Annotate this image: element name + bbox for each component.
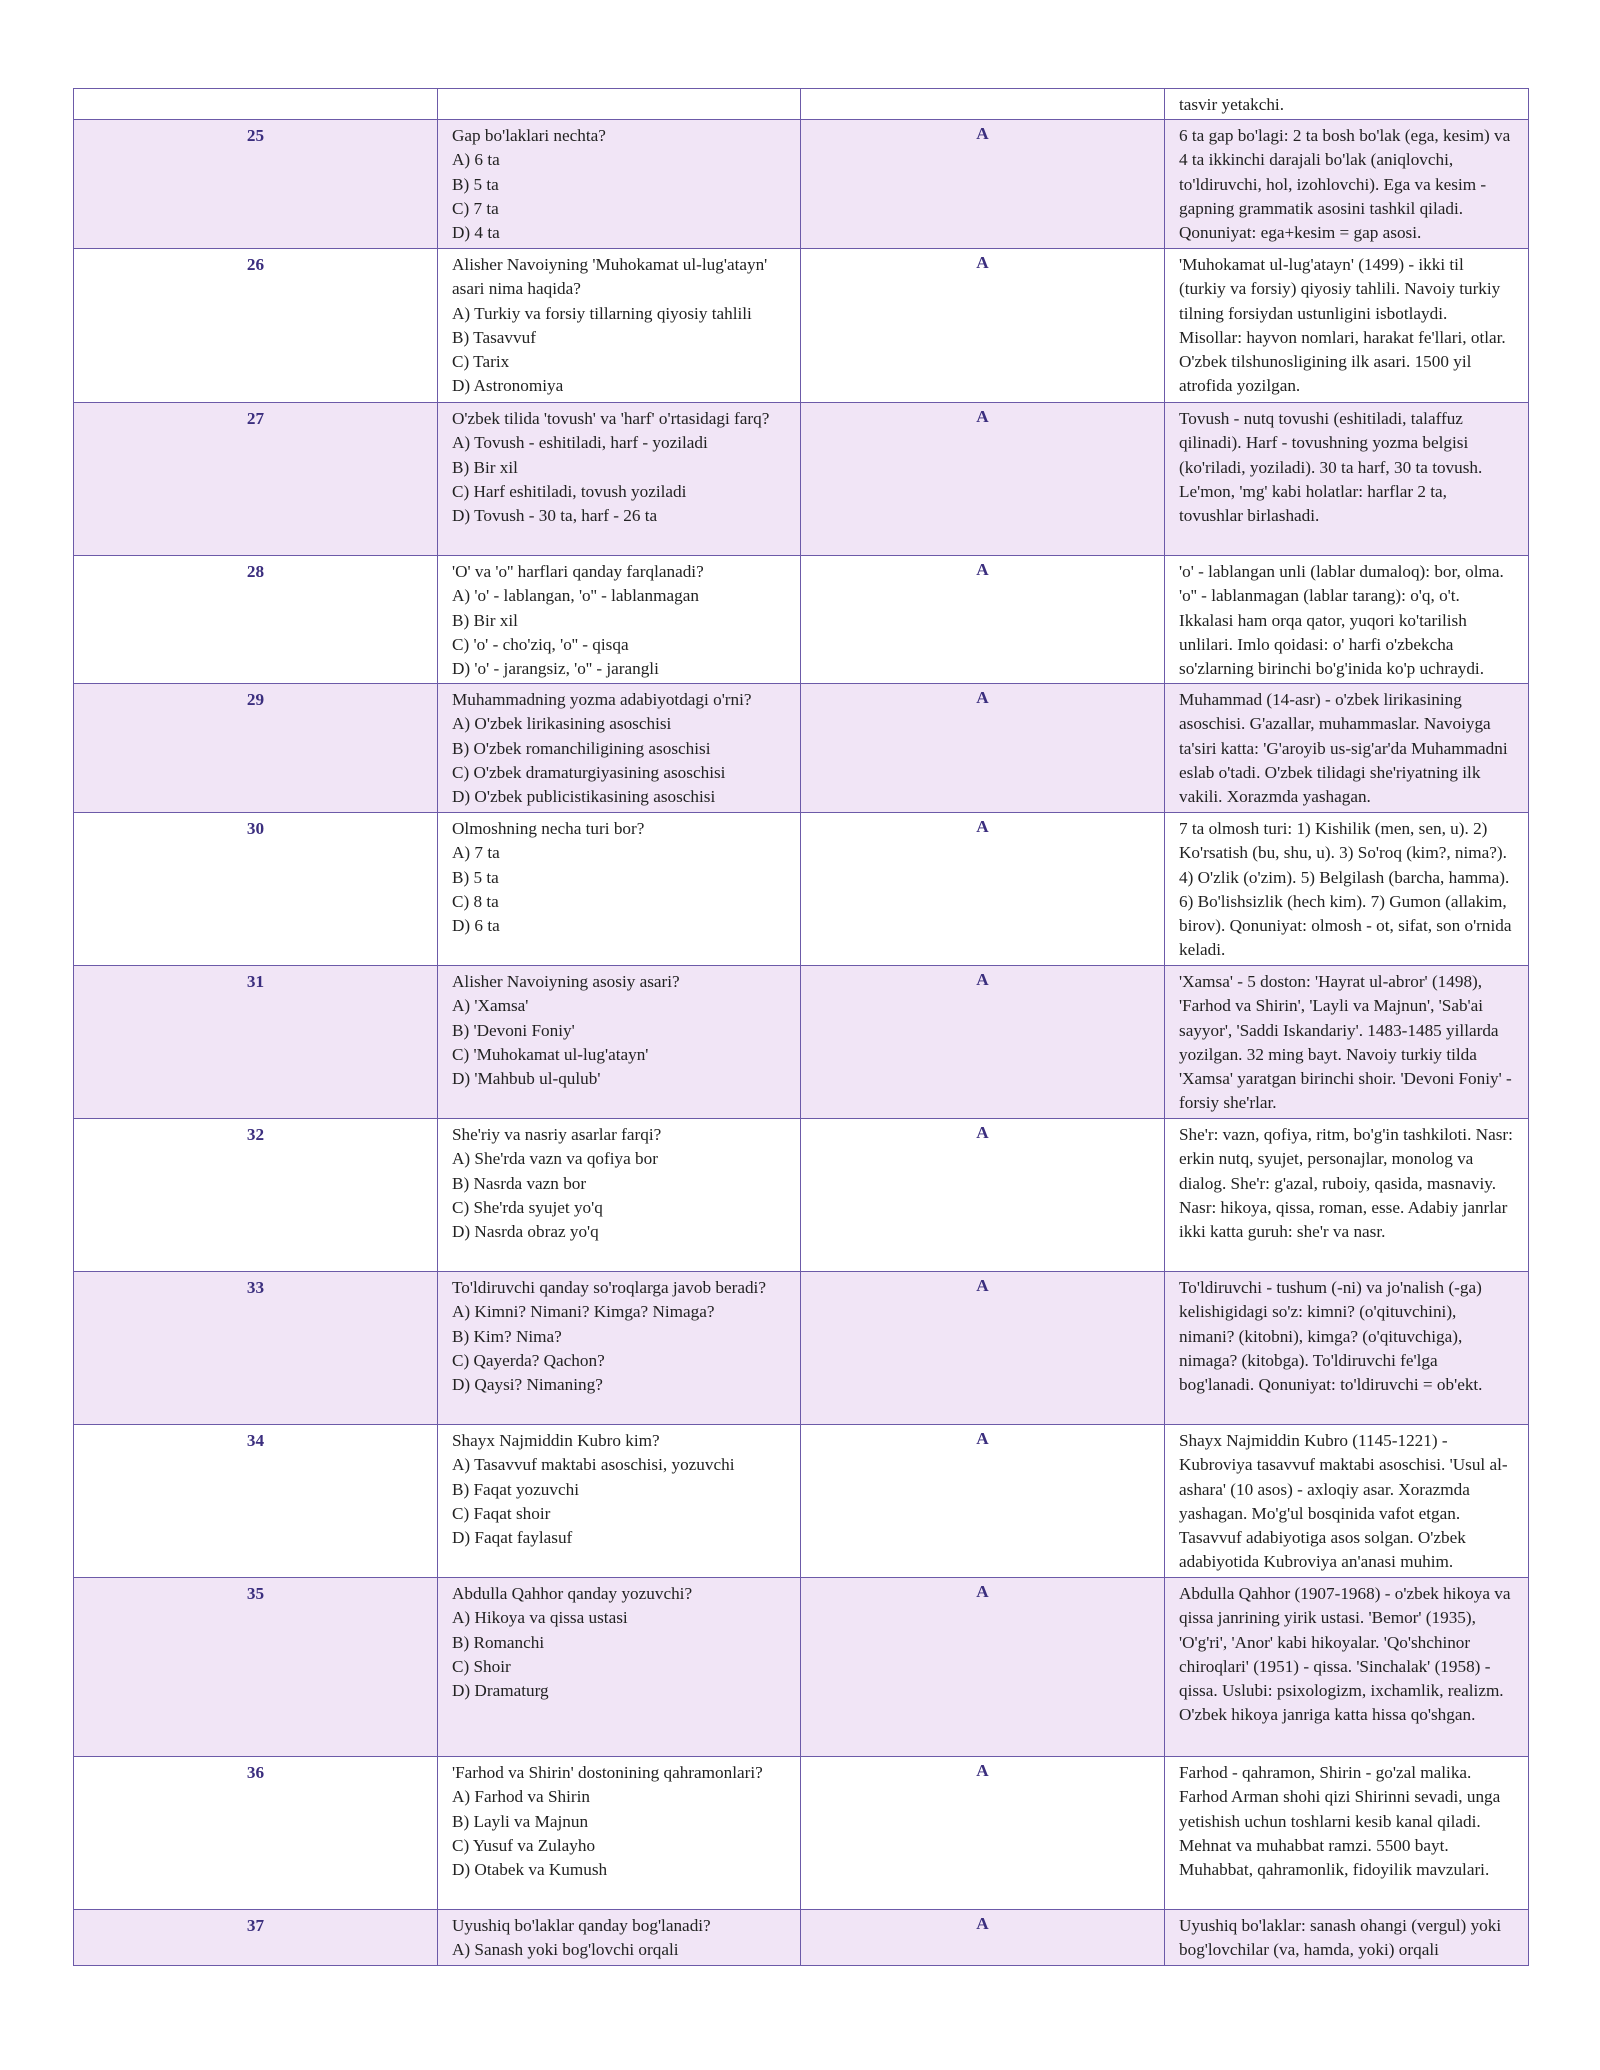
- question-number: 27: [74, 403, 438, 556]
- question-text: To'ldiruvchi qanday so'roqlarga javob beradi? A) Kimni? Nimani? Kimga? Nimaga? B) Kim? Nima? C) Qayerda? Qachon? D) Qaysi? Nimaning?: [438, 1272, 801, 1425]
- answer-letter: A: [801, 403, 1165, 556]
- table-row: [74, 1272, 1529, 1425]
- answer-letter: A: [801, 684, 1165, 813]
- question-text: Alisher Navoiyning asosiy asari? A) 'Xamsa' B) 'Devoni Foniy' C) 'Muhokamat ul-lug'atayn' D) 'Mahbub ul-qulub': [438, 966, 801, 1119]
- answer-explanation: Abdulla Qahhor (1907-1968) - o'zbek hikoya va qissa janrining yirik ustasi. 'Bemor' (1935), 'O'g'ri', 'Anor' kabi hikoyalar. 'Qo'shchinor chiroqlari' (1951) - qissa. 'Sinchalak' (1958) - qissa. Uslubi: psixologizm, ixchamlik, realizm. O'zbek hikoya janriga katta hissa qo'shgan.: [1165, 1578, 1529, 1757]
- question-number: 34: [74, 1425, 438, 1578]
- table-row: [74, 684, 1529, 813]
- question-number: 32: [74, 1119, 438, 1272]
- question-text: [438, 89, 801, 120]
- question-number: 37: [74, 1910, 438, 1965]
- question-text: O'zbek tilida 'tovush' va 'harf' o'rtasidagi farq? A) Tovush - eshitiladi, harf - yoziladi B) Bir xil C) Harf eshitiladi, tovush yoziladi D) Tovush - 30 ta, harf - 26 ta: [438, 403, 801, 556]
- table-row: [74, 249, 1529, 403]
- answer-explanation: 'Muhokamat ul-lug'atayn' (1499) - ikki til (turkiy va forsiy) qiyosiy tahlili. Navoiy turkiy tilning forsiydan ustunligini isbotlaydi. Misollar: hayvon nomlari, harakat fe'llari, otlar. O'zbek tilshunosligining ilk asari. 1500 yil atrofida yozilgan.: [1165, 249, 1529, 403]
- answer-letter: A: [801, 966, 1165, 1119]
- table-row: [74, 966, 1529, 1119]
- answer-letter: [801, 89, 1165, 120]
- answer-letter: A: [801, 1425, 1165, 1578]
- table-row: [74, 1578, 1529, 1757]
- table-row: [74, 1119, 1529, 1272]
- answer-letter: A: [801, 1757, 1165, 1910]
- answer-letter: A: [801, 556, 1165, 684]
- question-number: 25: [74, 120, 438, 249]
- answer-explanation: 7 ta olmosh turi: 1) Kishilik (men, sen, u). 2) Ko'rsatish (bu, shu, u). 3) So'roq (kim?, nima?). 4) O'zlik (o'zim). 5) Belgilash (barcha, hamma). 6) Bo'lishsizlik (hech kim). 7) Gumon (allakim, birov). Qonuniyat: olmosh - ot, sifat, son o'rnida keladi.: [1165, 813, 1529, 966]
- answer-explanation: Muhammad (14-asr) - o'zbek lirikasining asoschisi. G'azallar, muhammaslar. Navoiyga ta'siri katta: 'G'aroyib us-sig'ar'da Muhammadni eslab o'tadi. O'zbek tilidagi she'riyatning ilk vakili. Xorazmda yashagan.: [1165, 684, 1529, 813]
- table-row: [74, 1425, 1529, 1578]
- answer-explanation: 'Xamsa' - 5 doston: 'Hayrat ul-abror' (1498), 'Farhod va Shirin', 'Layli va Majnun', 'Sab'ai sayyor', 'Saddi Iskandariy'. 1483-1485 yillarda yozilgan. 32 ming bayt. Navoiy turkiy tilda 'Xamsa' yaratgan birinchi shoir. 'Devoni Foniy' - forsiy she'rlar.: [1165, 966, 1529, 1119]
- question-number: 35: [74, 1578, 438, 1757]
- answer-explanation: 6 ta gap bo'lagi: 2 ta bosh bo'lak (ega, kesim) va 4 ta ikkinchi darajali bo'lak (aniqlovchi, to'ldiruvchi, hol, izohlovchi). Ega va kesim - gapning grammatik asosini tashkil qiladi. Qonuniyat: ega+kesim = gap asosi.: [1165, 120, 1529, 249]
- question-text: Alisher Navoiyning 'Muhokamat ul-lug'atayn' asari nima haqida? A) Turkiy va forsiy tillarning qiyosiy tahlili B) Tasavvuf C) Tarix D) Astronomiya: [438, 249, 801, 403]
- question-number: 33: [74, 1272, 438, 1425]
- answer-letter: A: [801, 1578, 1165, 1757]
- question-text: Uyushiq bo'laklar qanday bog'lanadi? A) Sanash yoki bog'lovchi orqali: [438, 1910, 801, 1965]
- question-text: Olmoshning necha turi bor? A) 7 ta B) 5 ta C) 8 ta D) 6 ta: [438, 813, 801, 966]
- question-text: Shayx Najmiddin Kubro kim? A) Tasavvuf maktabi asoschisi, yozuvchi B) Faqat yozuvchi C) Faqat shoir D) Faqat faylasuf: [438, 1425, 801, 1578]
- answer-explanation: To'ldiruvchi - tushum (-ni) va jo'nalish (-ga) kelishigidagi so'z: kimni? (o'qituvchini), nimani? (kitobni), kimga? (o'qituvchiga), nimaga? (kitobga). To'ldiruvchi fe'lga bog'lanadi. Qonuniyat: to'ldiruvchi = ob'ekt.: [1165, 1272, 1529, 1425]
- question-number: 36: [74, 1757, 438, 1910]
- answer-letter: A: [801, 1910, 1165, 1965]
- question-text: 'Farhod va Shirin' dostonining qahramonlari? A) Farhod va Shirin B) Layli va Majnun C) Yusuf va Zulayho D) Otabek va Kumush: [438, 1757, 801, 1910]
- question-text: Muhammadning yozma adabiyotdagi o'rni? A) O'zbek lirikasining asoschisi B) O'zbek romanchiligining asoschisi C) O'zbek dramaturgiyasining asoschisi D) O'zbek publicistikasining asoschisi: [438, 684, 801, 813]
- table-row: [74, 556, 1529, 684]
- answer-letter: A: [801, 1119, 1165, 1272]
- answer-explanation: tasvir yetakchi.: [1165, 89, 1529, 120]
- table-row: [74, 89, 1529, 120]
- answer-letter: A: [801, 249, 1165, 403]
- question-text: She'riy va nasriy asarlar farqi? A) She'rda vazn va qofiya bor B) Nasrda vazn bor C) She'rda syujet yo'q D) Nasrda obraz yo'q: [438, 1119, 801, 1272]
- table-row: [74, 1910, 1529, 1965]
- question-text: 'O' va 'o'' harflari qanday farqlanadi? A) 'o' - lablangan, 'o'' - lablanmagan B) Bir xil C) 'o' - cho'ziq, 'o'' - qisqa D) 'o' - jarangsiz, 'o'' - jarangli: [438, 556, 801, 684]
- question-number: 30: [74, 813, 438, 966]
- answer-letter: A: [801, 1272, 1165, 1425]
- question-number: 31: [74, 966, 438, 1119]
- answer-letter: A: [801, 120, 1165, 249]
- answer-explanation: Uyushiq bo'laklar: sanash ohangi (vergul) yoki bog'lovchilar (va, hamda, yoki) orqali: [1165, 1910, 1529, 1965]
- question-number: 26: [74, 249, 438, 403]
- question-number: [74, 89, 438, 120]
- quiz-table-body: [74, 89, 1529, 1966]
- question-text: Gap bo'laklari nechta? A) 6 ta B) 5 ta C) 7 ta D) 4 ta: [438, 120, 801, 249]
- answer-explanation: She'r: vazn, qofiya, ritm, bo'g'in tashkiloti. Nasr: erkin nutq, syujet, personajlar, monolog va dialog. She'r: g'azal, ruboiy, qasida, masnaviy. Nasr: hikoya, qissa, roman, esse. Adabiy janrlar ikki katta guruh: she'r va nasr.: [1165, 1119, 1529, 1272]
- question-number: 28: [74, 556, 438, 684]
- answer-explanation: 'o' - lablangan unli (lablar dumaloq): bor, olma. 'o'' - lablanmagan (lablar tarang): o'q, o't. Ikkalasi ham orqa qator, yuqori ko'tarilish unlilari. Imlo qoidasi: o' harfi o'zbekcha so'zlarning birinchi bo'g'inida ko'p uchraydi.: [1165, 556, 1529, 684]
- table-row: [74, 403, 1529, 556]
- table-row: [74, 120, 1529, 249]
- table-row: [74, 1757, 1529, 1910]
- quiz-table: [73, 88, 1529, 1966]
- table-row: [74, 813, 1529, 966]
- answer-explanation: Tovush - nutq tovushi (eshitiladi, talaffuz qilinadi). Harf - tovushning yozma belgisi (ko'riladi, yoziladi). 30 ta harf, 30 ta tovush. Le'mon, 'mg' kabi holatlar: harflar 2 ta, tovushlar birlashadi.: [1165, 403, 1529, 556]
- answer-explanation: Shayx Najmiddin Kubro (1145-1221) - Kubroviya tasavvuf maktabi asoschisi. 'Usul al-ashara' (10 asos) - axloqiy asar. Xorazmda yashagan. Mo'g'ul bosqinida vafot etgan. Tasavvuf adabiyotiga asos solgan. O'zbek adabiyotida Kubroviya an'anasi muhim.: [1165, 1425, 1529, 1578]
- question-number: 29: [74, 684, 438, 813]
- answer-explanation: Farhod - qahramon, Shirin - go'zal malika. Farhod Arman shohi qizi Shirinni sevadi, unga yetishish uchun toshlarni kesib kanal qiladi. Mehnat va muhabbat ramzi. 5500 bayt. Muhabbat, qahramonlik, fidoyilik mavzulari.: [1165, 1757, 1529, 1910]
- question-text: Abdulla Qahhor qanday yozuvchi? A) Hikoya va qissa ustasi B) Romanchi C) Shoir D) Dramaturg: [438, 1578, 801, 1757]
- answer-letter: A: [801, 813, 1165, 966]
